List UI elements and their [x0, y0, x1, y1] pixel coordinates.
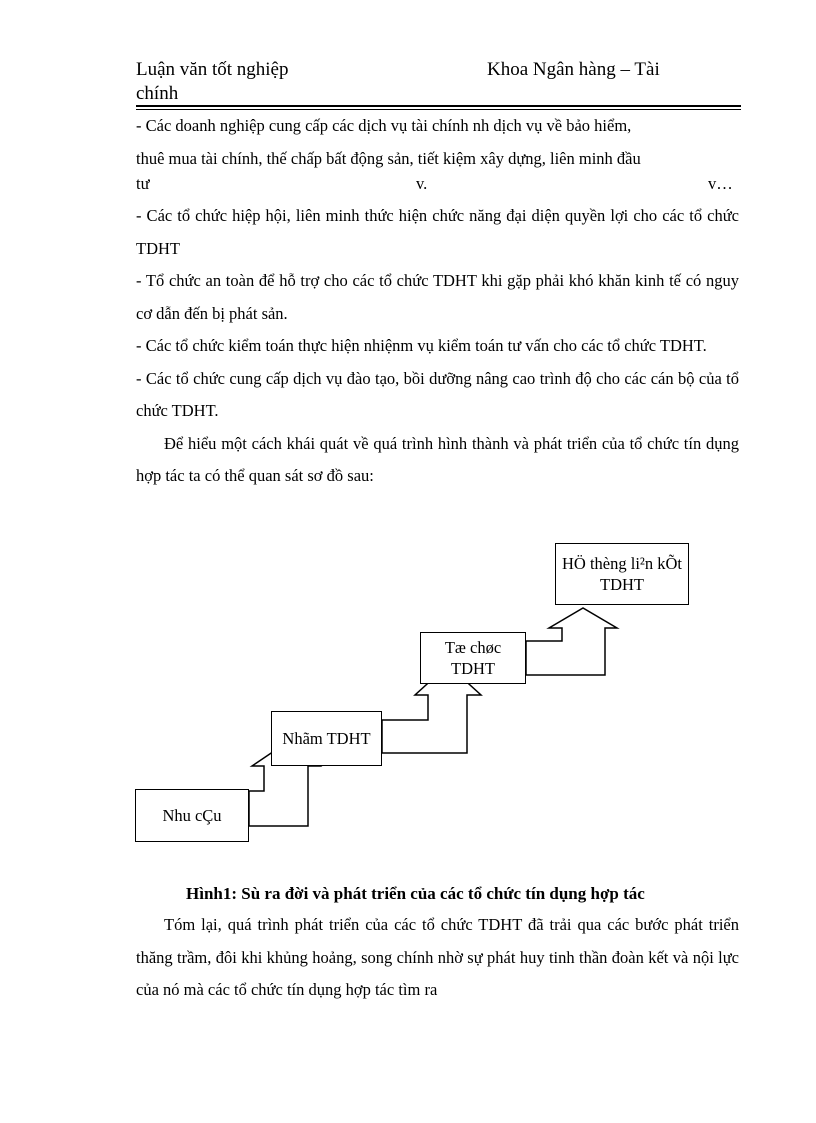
box-system-label: HÖ thèng li²n kÕt TDHT: [562, 554, 682, 594]
paragraph-line: thuê mua tài chính, thế chấp bất động sản, tiết kiệm xây dựng, liên minh đầu: [136, 148, 641, 168]
box-group: [271, 711, 382, 766]
paragraph-p5: - Các tổ chức cung cấp dịch vụ đào tạo, bồi dưỡng nâng cao trình độ cho các cán bộ của tổ chức TDHT.: [136, 368, 739, 420]
box-organization: [420, 632, 526, 684]
paragraph-p2: - Các tổ chức hiệp hội, liên minh thức hiện chức năng đại diện quyền lợi cho các tổ chức TDHT: [136, 206, 739, 258]
box-group-label: Nhãm TDHT: [282, 729, 371, 748]
text-fragment: tư: [136, 174, 150, 193]
box-need-label: Nhu cÇu: [162, 806, 222, 825]
box-system: [555, 543, 689, 605]
text-fragment: v…: [708, 174, 733, 193]
text-fragment: v.: [416, 174, 428, 193]
paragraph-p4: - Các tổ chức kiểm toán thực hiện nhiệnm vụ kiểm toán tư vấn cho các tổ chức TDHT.: [136, 336, 707, 355]
paragraph-p3: - Tổ chức an toàn để hỗ trợ cho các tổ chức TDHT khi gặp phải khó khăn kinh tế có nguy cơ dẫn đến bị phát sản.: [136, 271, 739, 323]
header-faculty-continuation: chính: [136, 83, 179, 104]
header-faculty: Khoa Ngân hàng – Tài: [487, 59, 660, 80]
body-text-closing: [136, 909, 739, 1007]
figure-caption: Hình1: Sù ra đời và phát triển của các tổ chức tín dụng hợp tác: [186, 884, 645, 903]
box-organization-label: Tæ chøc TDHT: [444, 638, 502, 678]
paragraph-line: - Các doanh nghiệp cung cấp các dịch vụ tài chính nh dịch vụ về bảo hiểm,: [136, 116, 632, 135]
header-thesis-title: Luận văn tốt nghiệp: [136, 59, 289, 80]
paragraph-closing: Tóm lại, quá trình phát triển của các tổ chức TDHT đã trải qua các bước phát triển thăng trầm, đôi khi khủng hoảng, song chính nhờ sự phát huy tinh thần đoàn kết và nội lực của nó mà các tổ chức tín dụng hợp tác tìm ra: [136, 915, 739, 999]
step-arrow-3: [526, 608, 617, 675]
box-need: [135, 789, 249, 842]
paragraph-p6: Để hiểu một cách khái quát về quá trình hình thành và phát triển của tổ chức tín dụng hợp tác ta có thể quan sát sơ đồ sau:: [136, 433, 739, 485]
